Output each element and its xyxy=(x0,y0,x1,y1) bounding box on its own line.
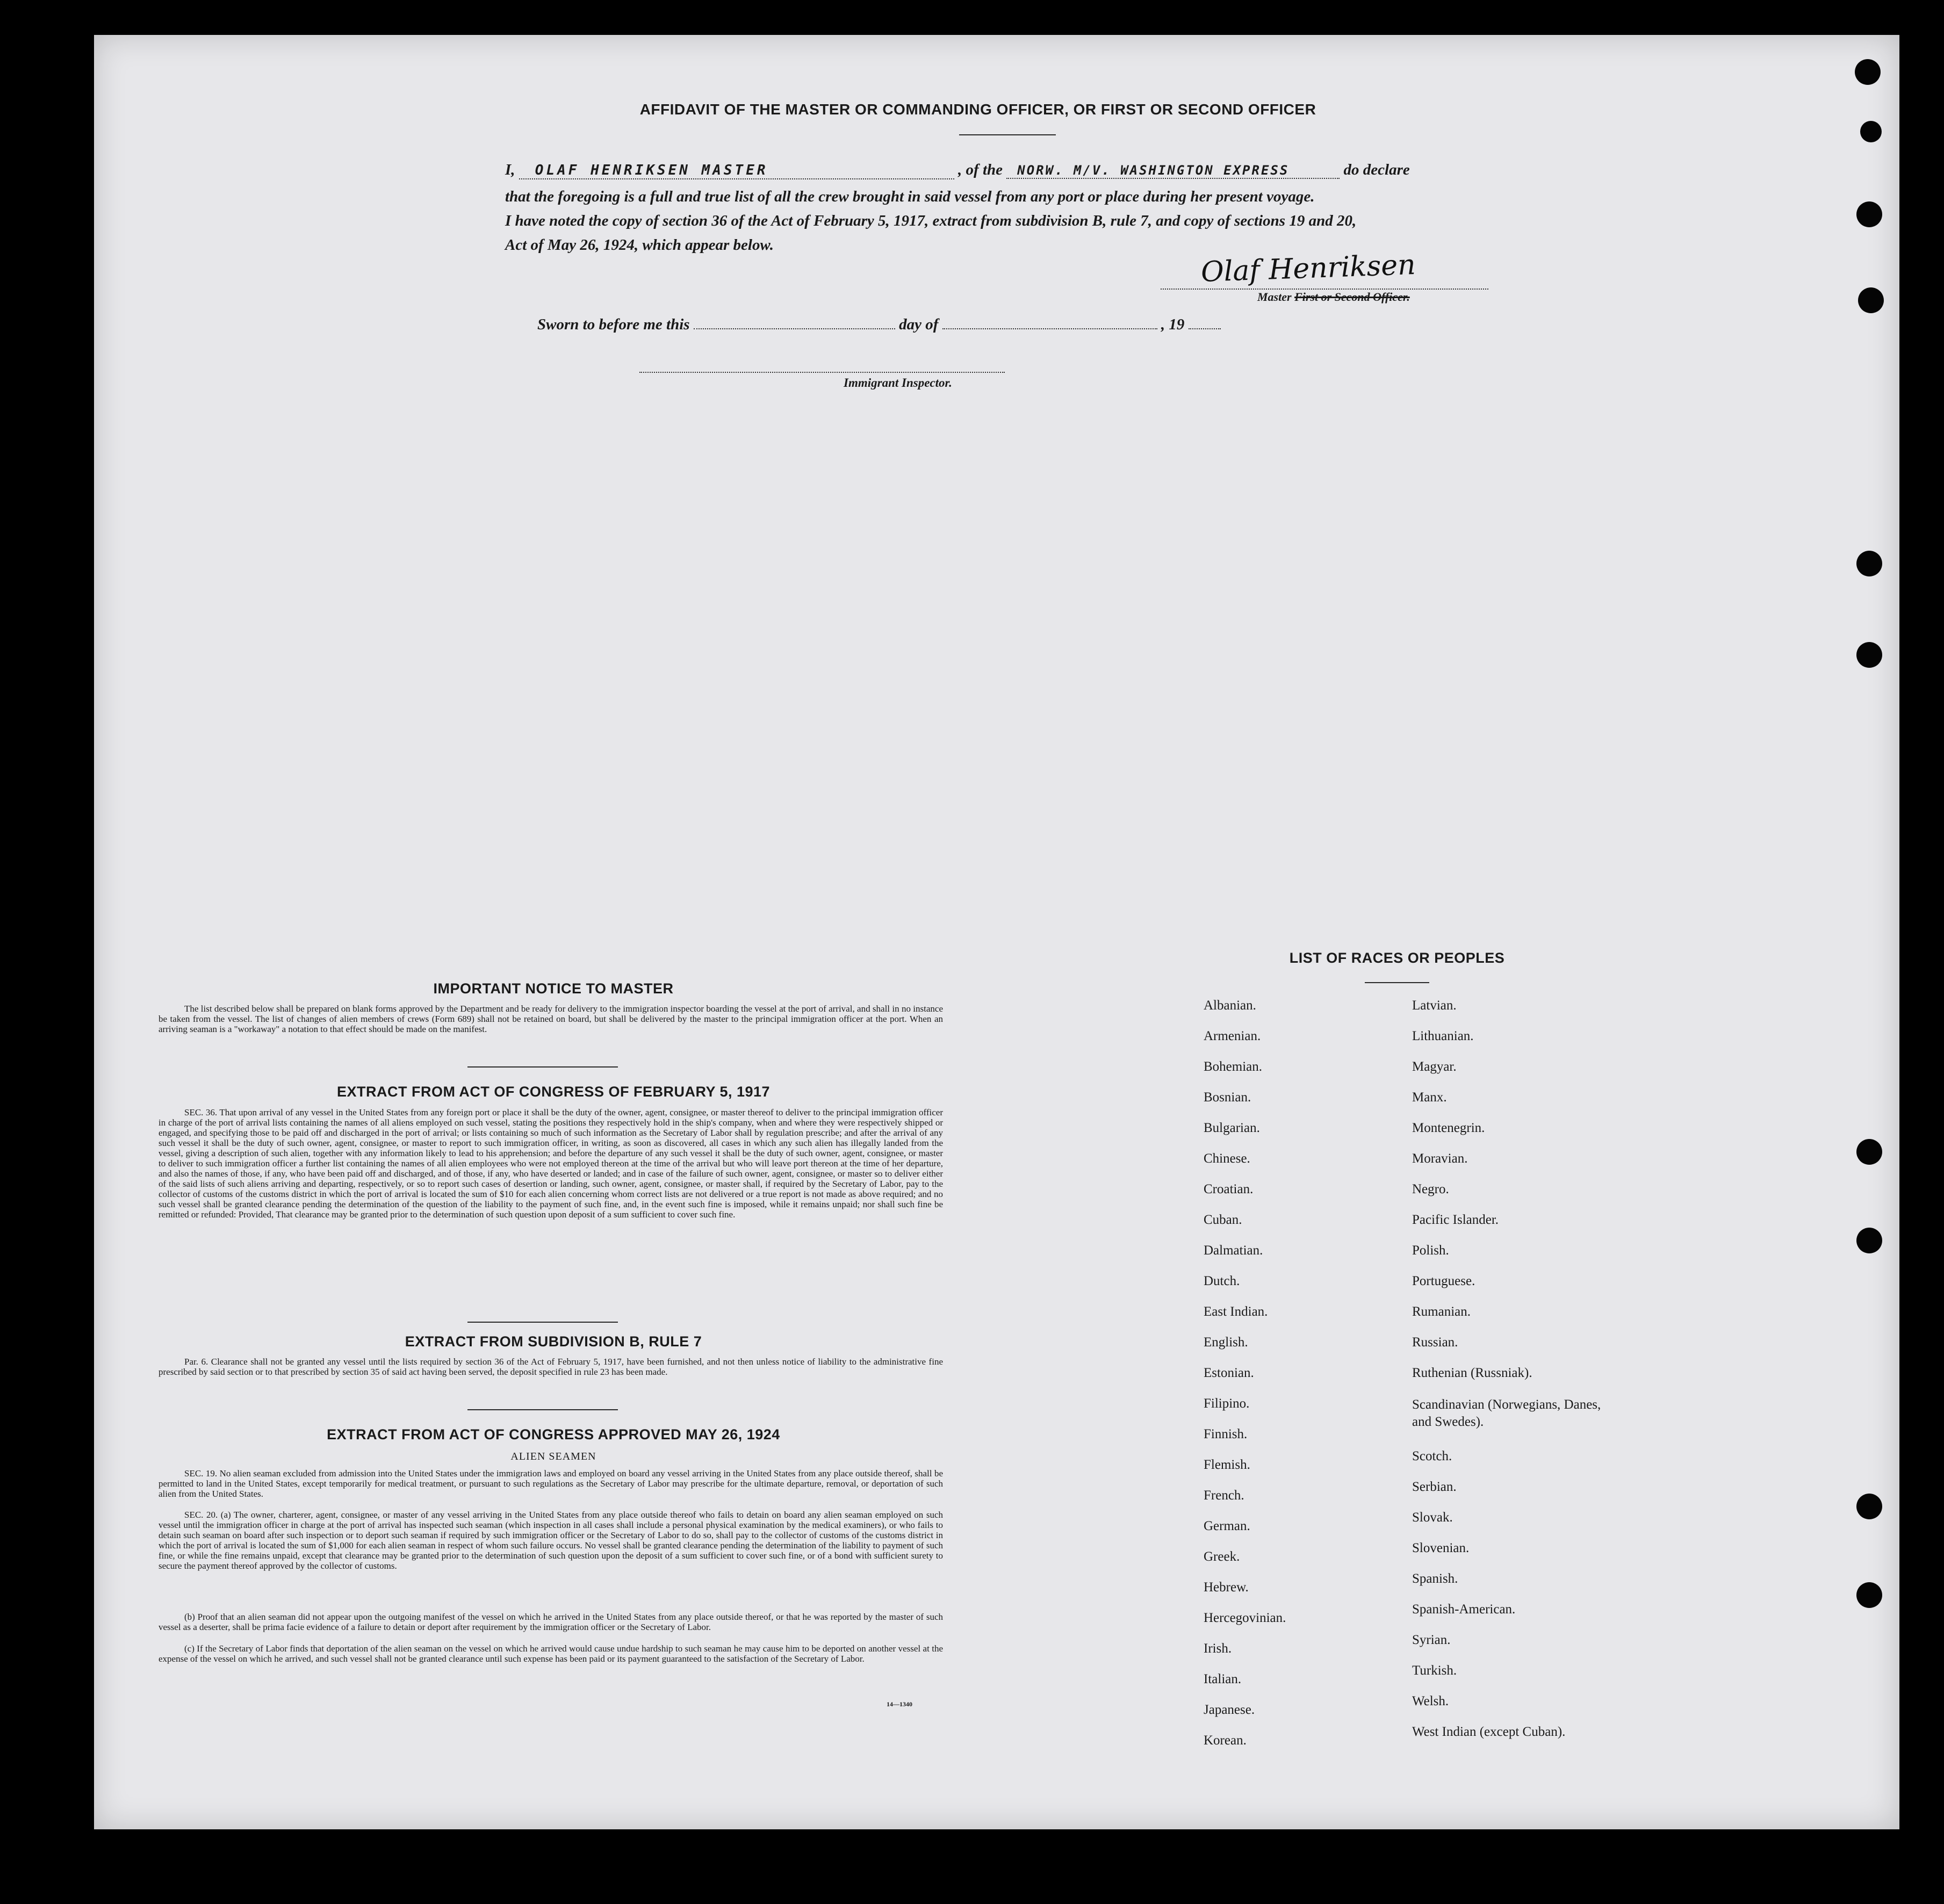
extract-rule7-title: EXTRACT FROM SUBDIVISION B, RULE 7 xyxy=(405,1333,702,1350)
race-item: Syrian. xyxy=(1412,1633,1451,1647)
of-the-text: , of the xyxy=(958,161,1003,178)
race-item: Portuguese. xyxy=(1412,1274,1475,1288)
inspector-caption: Immigrant Inspector. xyxy=(844,376,952,390)
notice-body: The list described below shall be prepared on blank forms approved by the Department and be ready for delivery to the immigration inspector boarding the vessel at the port of arrival, and shall in no instance be taken from the vessel. The list of changes of alien members of crews (Form 689) shall not be retained on board, but shall be delivered by the master to the principal immigration officer at the port. When an arriving seaman is a "workaway" a notation to that effect should be made on the manifest. xyxy=(159,1004,943,1034)
race-item: Bosnian. xyxy=(1204,1090,1251,1105)
officer-caption-struck: First or Second Officer. xyxy=(1294,290,1410,304)
race-item: Magyar. xyxy=(1412,1059,1457,1074)
race-item: Slovenian. xyxy=(1412,1541,1470,1555)
race-item: Spanish-American. xyxy=(1412,1602,1516,1617)
race-item: Albanian. xyxy=(1204,998,1256,1013)
sworn-line xyxy=(537,316,1221,334)
form-number: 14—1340 xyxy=(887,1700,912,1708)
extract-1917-title: EXTRACT FROM ACT OF CONGRESS OF FEBRUARY 5, 1917 xyxy=(336,1084,771,1100)
race-item: Russian. xyxy=(1412,1335,1458,1350)
race-item: Croatian. xyxy=(1204,1182,1254,1196)
race-item: Scandinavian (Norwegians, Danes, and Swedes). xyxy=(1412,1397,1601,1429)
punch-hole xyxy=(1860,121,1882,142)
master-caption: Master xyxy=(1257,290,1292,304)
sworn-day-of: day of xyxy=(899,316,939,333)
affidavit-title-rule xyxy=(959,134,1056,135)
notice-title: IMPORTANT NOTICE TO MASTER xyxy=(433,980,674,997)
extract-1924-title: EXTRACT FROM ACT OF CONGRESS APPROVED MAY 26, 1924 xyxy=(327,1426,780,1443)
race-item: Finnish. xyxy=(1204,1427,1248,1441)
race-item: East Indian. xyxy=(1204,1304,1268,1319)
race-item: Serbian. xyxy=(1412,1480,1457,1494)
sworn-date-field xyxy=(694,328,895,329)
race-item: Turkish. xyxy=(1412,1663,1457,1678)
punch-hole xyxy=(1856,201,1882,227)
race-item: Hercegovinian. xyxy=(1204,1611,1286,1625)
race-item: Manx. xyxy=(1412,1090,1447,1105)
race-item: Hebrew. xyxy=(1204,1580,1249,1595)
race-item: Japanese. xyxy=(1204,1703,1255,1717)
sworn-month-field xyxy=(942,328,1157,329)
extract-rule7-body: Par. 6. Clearance shall not be granted any vessel until the lists required by section 36 of the Act of February 5, 1917, have been furnished, and not then unless notice of liability to the administrative fine prescribed by said section or to that prescribed by section 35 of said act having been served, the deposit specified in rule 23 has been made. xyxy=(159,1357,943,1377)
race-item: Montenegrin. xyxy=(1412,1121,1485,1135)
signature-line xyxy=(1161,287,1488,290)
vessel-name-field: NORW. M/V. WASHINGTON EXPRESS xyxy=(1006,163,1340,179)
race-item: Latvian. xyxy=(1412,998,1457,1013)
race-item: Spanish. xyxy=(1412,1571,1458,1586)
affidavit-line4: Act of May 26, 1924, which appear below. xyxy=(505,236,774,254)
sworn-prefix: Sworn to before me this xyxy=(537,316,690,333)
race-item: Chinese. xyxy=(1204,1151,1250,1166)
do-declare-text: do declare xyxy=(1343,161,1410,178)
race-item: Cuban. xyxy=(1204,1213,1242,1227)
punch-hole xyxy=(1856,1228,1882,1253)
notice-rule xyxy=(467,1066,618,1068)
affidavit-title: AFFIDAVIT OF THE MASTER OR COMMANDING OFFICER, OR FIRST OR SECOND OFFICER xyxy=(639,101,1316,118)
affidavit-line2: that the foregoing is a full and true list of all the crew brought in said vessel from any port or place during her present voyage. xyxy=(505,188,1315,205)
extract-1917-rule xyxy=(467,1322,618,1323)
punch-hole xyxy=(1856,1582,1882,1608)
races-title-rule xyxy=(1365,982,1429,983)
race-item: Korean. xyxy=(1204,1733,1247,1748)
race-item: Estonian. xyxy=(1204,1366,1254,1380)
punch-hole xyxy=(1856,551,1882,576)
race-item: Scotch. xyxy=(1412,1449,1452,1463)
race-item: Greek. xyxy=(1204,1549,1240,1564)
sec20c-text: (c) If the Secretary of Labor finds that deportation of the alien seaman on the vessel on which he arrived would cause undue hardship to such seaman he may cause him to be deported on another vessel at the expense of the vessel on which he arrived, and such vessel shall not be granted clearance until such expense has been paid or its payment guaranteed to the satisfaction of the Secretary of Labor. xyxy=(159,1643,943,1664)
race-item: Italian. xyxy=(1204,1672,1242,1686)
race-item: Lithuanian. xyxy=(1412,1029,1474,1043)
race-item: French. xyxy=(1204,1488,1244,1503)
affidavit-line1 xyxy=(505,161,1515,179)
inspector-signature-line xyxy=(639,371,1005,373)
punch-hole xyxy=(1858,287,1884,313)
race-item: Flemish. xyxy=(1204,1458,1250,1472)
race-item: Armenian. xyxy=(1204,1029,1261,1043)
extract-1917-body: SEC. 36. That upon arrival of any vessel in the United States from any foreign port or place it shall be the duty of the owner, agent, consignee, or master thereof to deliver to the principal immigration officer in charge of the port of arrival lists containing the names of all aliens employed on such vessel, stating the positions they respectively hold in the ship's company, when and where they were respectively shipped or engaged, and specifying those to be paid off and discharged in the port of arrival; or lists containing so much of such information as the Secretary of Labor shall by regulation prescribe; and after the arrival of any such vessel it shall be the duty of such owner, agent, consignee, or master to report to such immigration officer, in writing, as soon as discovered, all cases in which any such alien has illegally landed from the vessel, giving a description of such alien, together with any information likely to lead to his apprehension; and before the departure of any such vessel it shall be the duty of such owner, agent, consignee, or master to deliver to such immigration officer a further list containing the names of all alien employees who were not employed thereon at the time of the arrival but who will leave port thereon at the time of her departure, and also the names of those, if any, who have been paid off and discharged, and of those, if any, who have deserted or landed; and in case of the failure of such owner, agent, consignee, or master so to deliver either of the said lists of such aliens arriving and departing, respectively, or so to report such cases of desertion or landing, such owner, agent, consignee, or master shall, if required by the Secretary of Labor, pay to the collector of customs of the customs district in which the port of arrival is located the sum of $10 for each alien concerning whom correct lists are not delivered or a true report is not made as above required; and no such vessel shall be granted clearance pending the determination of the question of the liability to the payment of such fine, and, in the event such fine is imposed, while it remains unpaid; nor shall such fine be remitted or refunded: Provided, That clearance may be granted prior to the determination of such question upon deposit of a sum sufficient to cover such fine. xyxy=(159,1107,943,1220)
race-item: Dutch. xyxy=(1204,1274,1240,1288)
sec20b-text: (b) Proof that an alien seaman did not appear upon the outgoing manifest of the vessel on which he arrived in the United States from any place outside thereof, or that he was reported by the master of such vessel as a deserter, shall be prima facie evidence of a failure to detain or deport after requirement by the immigration officer or the Secretary of Labor. xyxy=(159,1612,943,1632)
race-item: Bulgarian. xyxy=(1204,1121,1260,1135)
sworn-year-prefix: , 19 xyxy=(1161,316,1185,333)
sworn-year-field xyxy=(1189,328,1221,329)
master-signature: Olaf Henriksen xyxy=(1200,249,1416,289)
alien-seamen-subtitle: ALIEN SEAMEN xyxy=(510,1451,596,1462)
punch-hole xyxy=(1856,642,1882,668)
race-item: Rumanian. xyxy=(1412,1304,1471,1319)
race-item: Filipino. xyxy=(1204,1396,1250,1411)
race-item: West Indian (except Cuban). xyxy=(1412,1725,1566,1739)
race-item: Dalmatian. xyxy=(1204,1243,1263,1258)
race-item: Slovak. xyxy=(1412,1510,1453,1525)
race-item: Negro. xyxy=(1412,1182,1449,1196)
race-item: Moravian. xyxy=(1412,1151,1468,1166)
races-title: LIST OF RACES OR PEOPLES xyxy=(1289,950,1505,966)
signature-caption xyxy=(1257,290,1410,304)
affidavit-line3: I have noted the copy of section 36 of the Act of February 5, 1917, extract from subdivision B, rule 7, and copy of sections 19 and 20, xyxy=(505,212,1357,229)
race-item: Bohemian. xyxy=(1204,1059,1263,1074)
affidavit-prefix: I, xyxy=(505,161,515,178)
race-item: Polish. xyxy=(1412,1243,1449,1258)
sec19-text: SEC. 19. No alien seaman excluded from admission into the United States under the immigration laws and employed on board any vessel arriving in the United States from any place outside thereof, shall be permitted to land in the United States, except temporarily for medical treatment, or pursuant to such regulations as the Secretary of Labor may prescribe for the ultimate departure, removal, or deportation of such alien from the United States. xyxy=(159,1468,943,1499)
punch-hole xyxy=(1856,1494,1882,1519)
extract-rule7-rule xyxy=(467,1409,618,1410)
race-item: English. xyxy=(1204,1335,1248,1350)
sec20a-text: SEC. 20. (a) The owner, charterer, agent, consignee, or master of any vessel arriving in the United States from any place outside thereof who fails to detain on board any alien seaman employed on such vessel until the immigration officer in charge at the port of arrival has inspected such seaman (which inspection in all cases shall include a personal physical examination by the medical examiners), or who fails to detain such seaman on board after such inspection or to deport such seaman if required by such immigration officer or the Secretary of Labor to do so, shall pay to the collector of customs of the customs district in which the port of arrival is located the sum of $1,000 for each alien seaman in respect of whom such failure occurs. No vessel shall be granted clearance pending the determination of the liability to payment of such fine, or while the fine remains unpaid, except that clearance may be granted prior to the determination of such question upon the deposit of a sum sufficient to cover such fine, or of a bond with sufficient surety to secure the payment thereof approved by the collector of customs. xyxy=(159,1510,943,1571)
punch-hole xyxy=(1856,1139,1882,1165)
race-item: German. xyxy=(1204,1519,1250,1533)
race-item: Ruthenian (Russniak). xyxy=(1412,1366,1532,1380)
race-item: Welsh. xyxy=(1412,1694,1449,1708)
punch-hole xyxy=(1855,59,1881,85)
master-name-field: OLAF HENRIKSEN MASTER xyxy=(519,162,954,179)
race-item: Pacific Islander. xyxy=(1412,1213,1499,1227)
race-item: Irish. xyxy=(1204,1641,1232,1656)
